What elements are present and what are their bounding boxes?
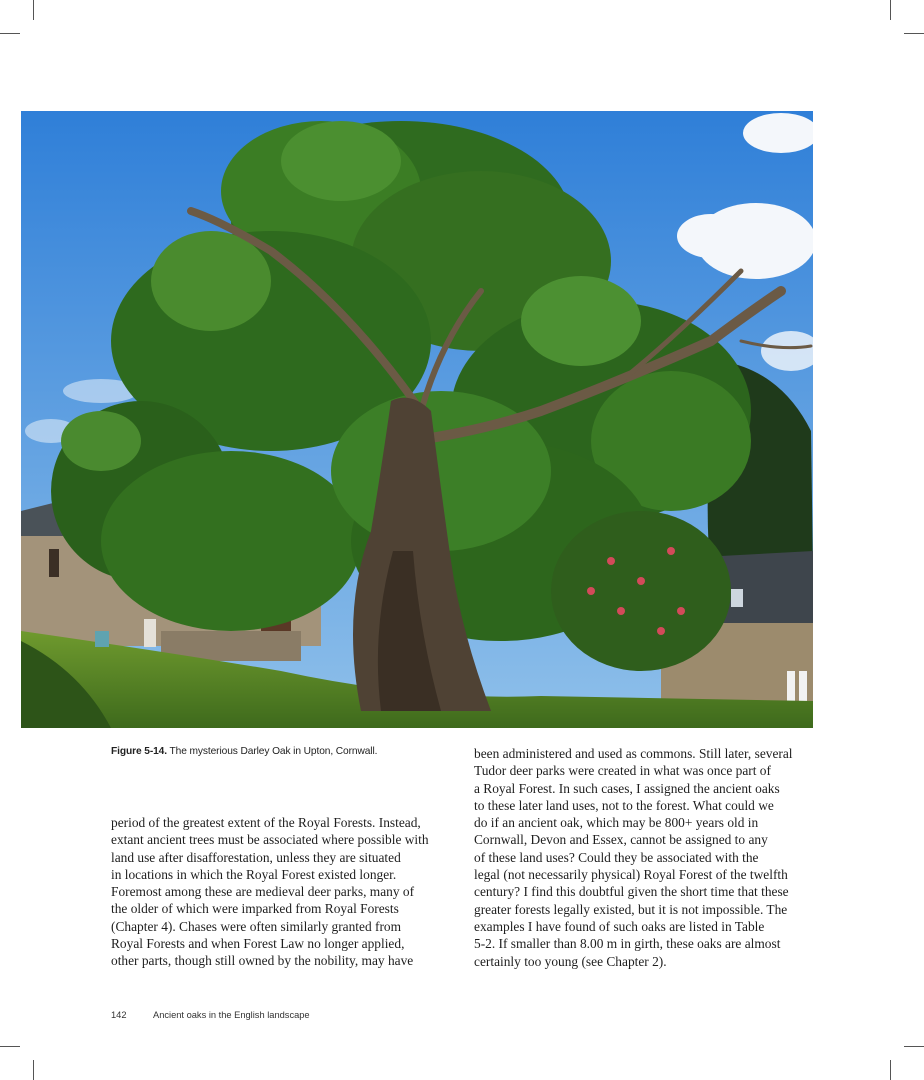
crop-mark [904, 1046, 924, 1047]
text-line: do if an ancient oak, which may be 800+ years old in [474, 815, 759, 831]
text-line: legal (not necessarily physical) Royal Forest of the twelfth [474, 867, 788, 883]
text-line: extant ancient trees must be associated where possible with [111, 832, 429, 848]
text-line: period of the greatest extent of the Royal Forests. Instead, [111, 815, 421, 830]
text-line: (Chapter 4). Chases were often similarly granted from [111, 918, 402, 934]
text-line: of these land uses? Could they be associated with the [474, 849, 759, 865]
flowering-shrub [551, 511, 731, 671]
text-line: to these later land uses, not to the forest. What could we [474, 797, 774, 813]
text-line: Cornwall, Devon and Essex, cannot be assigned to any [474, 832, 768, 848]
running-title: Ancient oaks in the English landscape [153, 1010, 310, 1020]
text-line: in locations in which the Royal Forest existed longer. [111, 866, 397, 882]
crop-mark [0, 1046, 20, 1047]
text-line: a Royal Forest. In such cases, I assigned the ancient oaks [474, 780, 780, 796]
text-line: greater forests legally existed, but it is not impossible. The [474, 901, 788, 917]
text-column-left [111, 814, 451, 970]
page-number: 142 [111, 1010, 127, 1020]
text-line: land use after disafforestation, unless they are situated [111, 849, 401, 865]
text-line: examples I have found of such oaks are listed in Table [474, 918, 765, 934]
crop-mark [33, 0, 34, 20]
text-line: Tudor deer parks were created in what was once part of [474, 763, 771, 779]
figure-label: Figure 5-14. [111, 746, 167, 757]
text-line: century? I find this doubtful given the short time that these [474, 884, 789, 900]
text-line: other parts, though still owned by the nobility, may have [111, 953, 414, 969]
text-line: 5-2. If smaller than 8.00 m in girth, these oaks are almost [474, 936, 781, 952]
text-line: certainly too young (see Chapter 2). [474, 953, 667, 969]
text-line: the older of which were imparked from Royal Forests [111, 901, 399, 917]
darley-oak-photo [21, 111, 813, 728]
crop-mark [890, 1060, 891, 1080]
figure-caption [111, 746, 451, 757]
text-column-right [474, 745, 814, 970]
text-line: Foremost among these are medieval deer parks, many of [111, 884, 415, 900]
crop-mark [33, 1060, 34, 1080]
text-line: Royal Forests and when Forest Law no longer applied, [111, 936, 405, 952]
figure-caption-text: The mysterious Darley Oak in Upton, Cornwall. [166, 746, 378, 757]
text-line: been administered and used as commons. Still later, several [474, 746, 793, 761]
crop-mark [0, 33, 20, 34]
crop-mark [890, 0, 891, 20]
crop-mark [904, 33, 924, 34]
